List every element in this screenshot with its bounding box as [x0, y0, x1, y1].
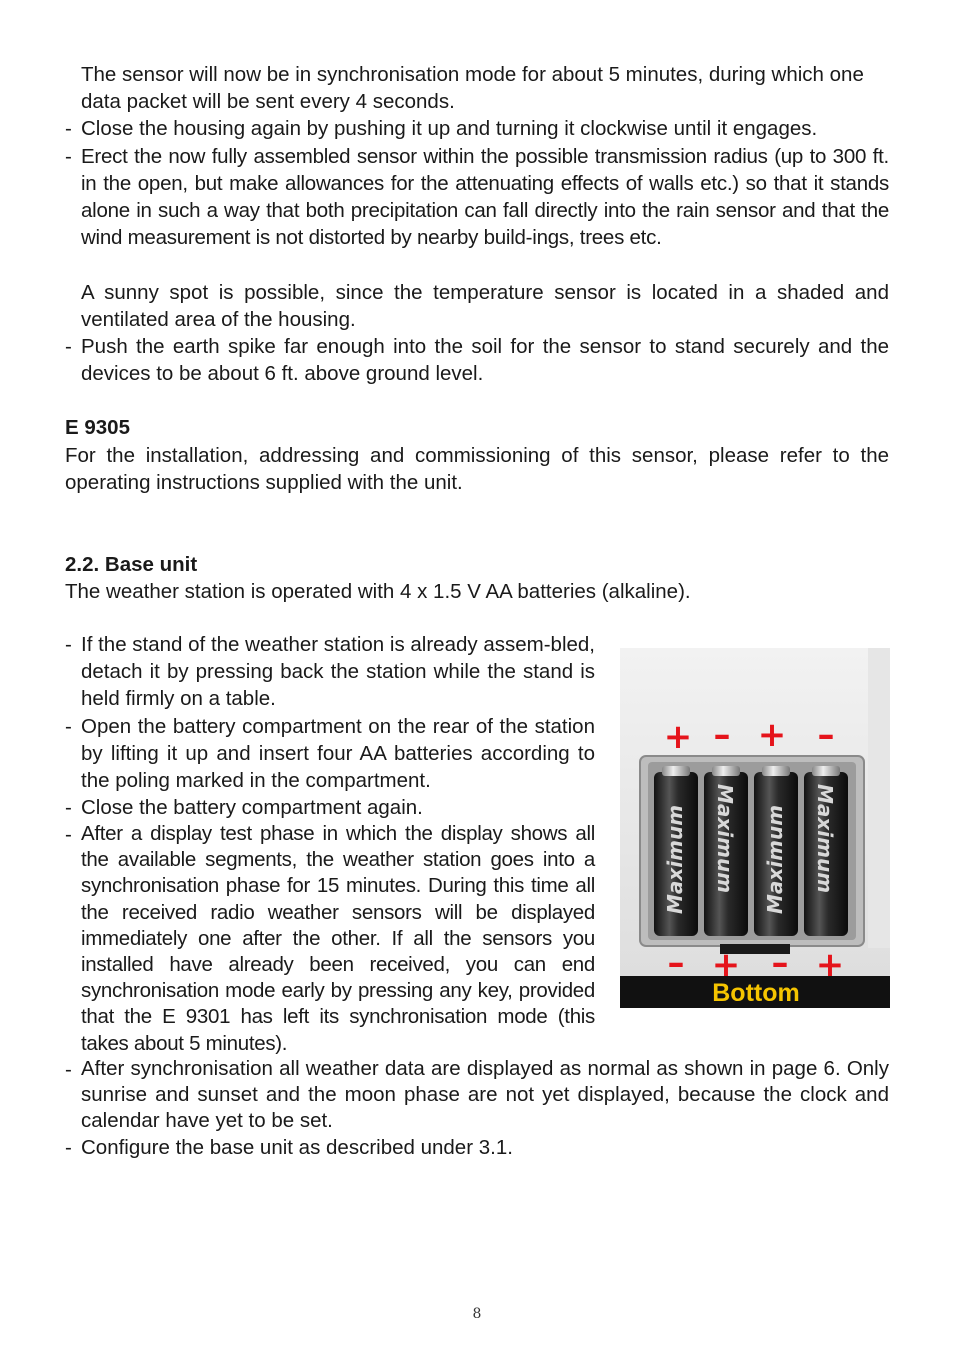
base-unit-heading: 2.2. Base unit — [65, 553, 198, 576]
battery-label-4: Maximum — [813, 784, 837, 894]
polarity-minus-bottom-2: – — [771, 943, 789, 983]
battery-label-1: Maximum — [663, 804, 687, 914]
polarity-plus-top-1: + — [663, 717, 693, 757]
base-unit-bullet-3: Close the battery compartment again. — [81, 796, 423, 819]
bullet-dash: - — [65, 335, 72, 358]
battery-label-2: Maximum — [713, 784, 737, 894]
bullet-dash: - — [65, 796, 72, 819]
bullet-dash: - — [65, 1058, 72, 1081]
polarity-minus-top-1: – — [713, 715, 731, 755]
bullet-dash: - — [65, 1136, 72, 1159]
polarity-plus-bottom-1: + — [711, 945, 741, 985]
intro-bullet-3: Push the earth spike far enough into the soil for the sensor to stand securely and the devices to be about 6 ft. above ground level. — [81, 335, 889, 385]
intro-bullet-1: Close the housing again by pushing it up and turning it clockwise until it engages. — [81, 117, 818, 140]
bullet-dash: - — [65, 633, 72, 656]
base-unit-text: The weather station is operated with 4 x 1.5 V AA batteries (alkaline). — [65, 580, 691, 603]
intro-paragraph-1: The sensor will now be in synchronisation mode for about 5 minutes, during which one data packet will be sent every 4 seconds. — [81, 63, 864, 113]
figure-caption: Bottom — [712, 979, 800, 1007]
polarity-minus-top-2: – — [817, 715, 835, 755]
polarity-plus-top-2: + — [757, 715, 787, 755]
battery-compartment-figure — [620, 648, 890, 1008]
bullet-dash: - — [65, 117, 72, 140]
base-unit-bullet-2: Open the battery compartment on the rear of the station by lifting it up and insert four AA batteries according to the poling marked in the compartment. — [81, 715, 595, 792]
page-number: 8 — [472, 1306, 482, 1322]
intro-bullet-2: Erect the now fully assembled sensor within the possible transmission radius (up to 300 ft. in the open, but make allowances for the attenuating effects of walls etc.) so that it stands alone in such a way that both precipitation can fall directly into the rain sensor and that the wind measurement is not distorted by nearby build-ings, trees etc. — [81, 145, 889, 249]
base-unit-bullet-6: Configure the base unit as described under 3.1. — [81, 1136, 513, 1159]
e9305-text: For the installation, addressing and commissioning of this sensor, please refer to the operating instructions supplied with the unit. — [65, 444, 889, 494]
bullet-dash: - — [65, 715, 72, 738]
polarity-plus-bottom-2: + — [815, 945, 845, 985]
polarity-minus-bottom-1: – — [667, 943, 685, 983]
bullet-dash: - — [65, 145, 72, 168]
base-unit-bullet-1: If the stand of the weather station is already assem-bled, detach it by pressing back the station while the stand is held firmly on a table. — [81, 633, 595, 710]
base-unit-bullet-4: After a display test phase in which the display shows all the available segments, the weather station goes into a synchronisation phase for 15 minutes. During this time all the received radio weather sensors will be displayed immediately one after the other. If all the sensors you installed have already been received, you can end synchronisation mode early by pressing any key, provided that the E 9301 has left its synchronisation mode (this takes about 5 minutes). — [81, 822, 595, 1055]
e9305-heading: E 9305 — [65, 416, 130, 439]
battery-compartment-photo — [620, 648, 890, 1008]
intro-paragraph-2: A sunny spot is possible, since the temperature sensor is located in a shaded and ventilated area of the housing. — [81, 281, 889, 331]
battery-label-3: Maximum — [763, 804, 787, 914]
base-unit-bullet-5: After synchronisation all weather data are displayed as normal as shown in page 6. Only sunrise and sunset and the moon phase are not yet displayed, because the clock and calendar have yet to be set. — [81, 1057, 889, 1132]
bullet-dash: - — [65, 823, 72, 846]
